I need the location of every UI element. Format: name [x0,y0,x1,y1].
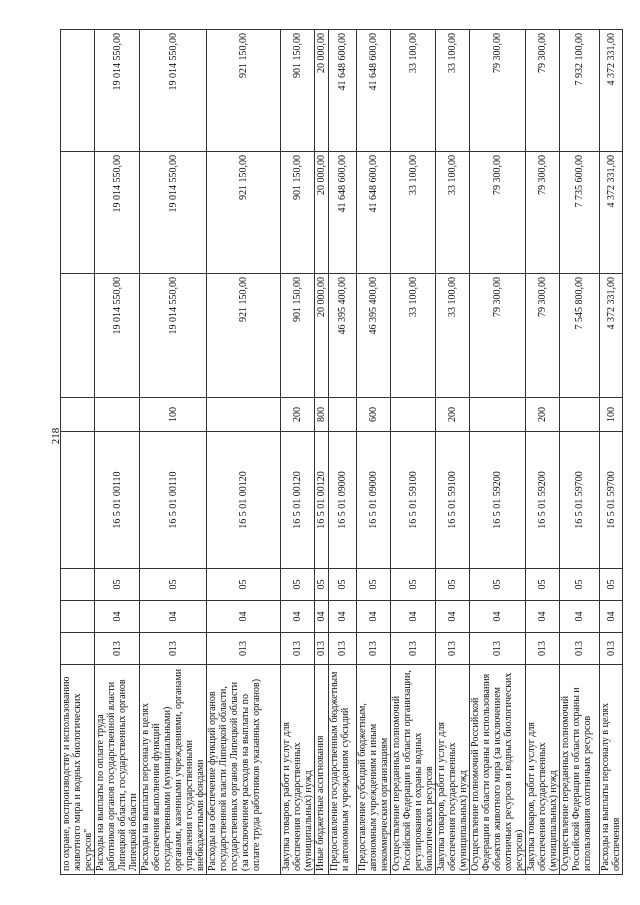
admin-code-cell: 013 [357,633,391,665]
amount-c-cell: 901 150,00 [281,30,315,152]
subsection-code-cell: 05 [560,569,600,601]
admin-code-cell: 013 [95,633,140,665]
subsection-code-cell: 05 [315,569,329,601]
table-row [526,30,560,875]
section-code-cell: 04 [600,601,623,633]
page-number: 218 [50,427,62,445]
expense-type-cell [207,398,281,432]
amount-a-cell: 33 100,00 [391,274,436,398]
amount-a-cell: 33 100,00 [436,274,470,398]
amount-a-cell: 19 014 550,00 [140,274,207,398]
table-row [61,30,95,875]
amount-c-cell: 33 100,00 [391,30,436,152]
amount-c-cell: 4 372 331,00 [600,30,623,152]
subsection-code-cell: 05 [357,569,391,601]
expense-type-cell [329,398,357,432]
target-code-cell: 16 5 01 09000 [329,432,357,569]
rotated-table-frame [60,30,622,875]
admin-code-cell: 013 [436,633,470,665]
amount-c-cell: 7 932 100,00 [560,30,600,152]
admin-code-cell: 013 [391,633,436,665]
expense-type-cell [391,398,436,432]
subsection-code-cell: 05 [436,569,470,601]
row-name-cell: Расходы на выплаты персоналу в целях обеспечения выполнения функций государственными (муниципальными) органами, казенными учреждениями, органами управления государственными внебюджетными фондами [140,665,207,875]
target-code-cell: 16 5 01 59700 [600,432,623,569]
amount-a-cell: 4 372 331,00 [600,274,623,398]
table-row [357,30,391,875]
row-name-cell: Предоставление государственным бюджетным и автономным учреждениям субсидий [329,665,357,875]
admin-code-cell: 013 [140,633,207,665]
row-name-cell: Предоставление субсидий бюджетным, автономным учреждениям и иным некоммерческим организациям [357,665,391,875]
section-code-cell: 04 [470,601,526,633]
target-code-cell: 16 5 01 00110 [140,432,207,569]
amount-b-cell: 33 100,00 [436,152,470,274]
target-code-cell: 16 5 01 59100 [436,432,470,569]
expense-type-cell: 200 [436,398,470,432]
admin-code-cell: 013 [329,633,357,665]
admin-code-cell: 013 [207,633,281,665]
table-row [329,30,357,875]
amount-a-cell [61,274,95,398]
amount-a-cell: 79 300,00 [526,274,560,398]
amount-a-cell: 46 395 400,00 [329,274,357,398]
section-code-cell: 04 [560,601,600,633]
section-code-cell: 04 [391,601,436,633]
row-name-cell: Закупка товаров, работ и услуг для обеспечения государственных (муниципальных) нужд [281,665,315,875]
amount-b-cell: 20 000,00 [315,152,329,274]
table-row [140,30,207,875]
amount-a-cell: 921 150,00 [207,274,281,398]
expense-type-cell [61,398,95,432]
row-name-cell: по охране, воспроизводству и использованию животного мира и водных биологических ресурсов" [61,665,95,875]
subsection-code-cell: 05 [329,569,357,601]
table-row [207,30,281,875]
row-name-cell: Осуществление переданных полномочий Российской Федерации в области организации, регулирования и охраны водных биологических ресурсов [391,665,436,875]
expense-type-cell: 200 [281,398,315,432]
amount-c-cell: 921 150,00 [207,30,281,152]
amount-b-cell [61,152,95,274]
amount-c-cell: 19 014 550,00 [140,30,207,152]
amount-c-cell: 33 100,00 [436,30,470,152]
row-name-cell: Расходы на выплаты по оплате труда работников органов государственной власти Липецкой области, государственных органов Липецкой области [95,665,140,875]
amount-b-cell: 901 150,00 [281,152,315,274]
row-name-cell: Закупка товаров, работ и услуг для обеспечения государственных (муниципальных) нужд [526,665,560,875]
row-name-cell: Расходы на выплаты персоналу в целях обеспечения [600,665,623,875]
amount-a-cell: 79 300,00 [470,274,526,398]
amount-b-cell: 79 300,00 [526,152,560,274]
row-name-cell: Осуществление полномочий Российской Федерации в области охраны и использования объектов животного мира (за исключением охотничьих ресурсов и водных биологических ресурсов) [470,665,526,875]
admin-code-cell [61,633,95,665]
admin-code-cell: 013 [470,633,526,665]
amount-b-cell: 7 735 600,00 [560,152,600,274]
expense-type-cell [560,398,600,432]
target-code-cell: 16 5 01 09000 [357,432,391,569]
admin-code-cell: 013 [600,633,623,665]
section-code-cell: 04 [140,601,207,633]
target-code-cell: 16 5 01 59200 [526,432,560,569]
subsection-code-cell: 05 [600,569,623,601]
target-code-cell: 16 5 01 00120 [315,432,329,569]
subsection-code-cell: 05 [95,569,140,601]
target-code-cell [61,432,95,569]
table-row [436,30,470,875]
row-name-cell: Расходы на обеспечение функций органов государственной власти Липецкой области, государственных органов Липецкой области (за исключением расходов на выплаты по оплате труда работников указанных органов) [207,665,281,875]
section-code-cell: 04 [357,601,391,633]
target-code-cell: 16 5 01 59100 [391,432,436,569]
amount-c-cell: 41 648 600,00 [329,30,357,152]
amount-a-cell: 46 395 400,00 [357,274,391,398]
admin-code-cell: 013 [526,633,560,665]
target-code-cell: 16 5 01 00110 [95,432,140,569]
subsection-code-cell: 05 [140,569,207,601]
amount-b-cell: 41 648 600,00 [329,152,357,274]
table-row [315,30,329,875]
expense-type-cell: 100 [140,398,207,432]
amount-a-cell: 19 014 550,00 [95,274,140,398]
subsection-code-cell [61,569,95,601]
amount-a-cell: 901 150,00 [281,274,315,398]
expense-type-cell: 600 [357,398,391,432]
amount-b-cell: 19 014 550,00 [140,152,207,274]
amount-b-cell: 79 300,00 [470,152,526,274]
amount-b-cell: 4 372 331,00 [600,152,623,274]
expense-type-cell [95,398,140,432]
amount-b-cell: 33 100,00 [391,152,436,274]
section-code-cell [61,601,95,633]
admin-code-cell: 013 [281,633,315,665]
expense-type-cell: 200 [526,398,560,432]
subsection-code-cell: 05 [207,569,281,601]
expense-type-cell: 100 [600,398,623,432]
budget-table [60,29,623,875]
amount-c-cell: 79 300,00 [526,30,560,152]
admin-code-cell: 013 [560,633,600,665]
target-code-cell: 16 5 01 00120 [281,432,315,569]
amount-c-cell: 19 014 550,00 [95,30,140,152]
amount-c-cell: 20 000,00 [315,30,329,152]
target-code-cell: 16 5 01 00120 [207,432,281,569]
row-name-cell: Закупка товаров, работ и услуг для обеспечения государственных (муниципальных) нужд [436,665,470,875]
amount-b-cell: 921 150,00 [207,152,281,274]
table-row [391,30,436,875]
budget-table-container [60,30,622,875]
table-row [600,30,623,875]
expense-type-cell: 800 [315,398,329,432]
amount-a-cell: 20 000,00 [315,274,329,398]
subsection-code-cell: 05 [526,569,560,601]
target-code-cell: 16 5 01 59700 [560,432,600,569]
table-row [560,30,600,875]
amount-a-cell: 7 545 800,00 [560,274,600,398]
table-row [281,30,315,875]
budget-table-body [61,30,623,875]
amount-c-cell: 41 648 600,00 [357,30,391,152]
amount-c-cell: 79 300,00 [470,30,526,152]
section-code-cell: 04 [281,601,315,633]
amount-b-cell: 41 648 600,00 [357,152,391,274]
target-code-cell: 16 5 01 59200 [470,432,526,569]
row-name-cell: Иные бюджетные ассигнования [315,665,329,875]
section-code-cell: 04 [95,601,140,633]
amount-c-cell [61,30,95,152]
section-code-cell: 04 [315,601,329,633]
admin-code-cell: 013 [315,633,329,665]
subsection-code-cell: 05 [470,569,526,601]
section-code-cell: 04 [207,601,281,633]
amount-b-cell: 19 014 550,00 [95,152,140,274]
row-name-cell: Осуществление переданных полномочий Российской Федерации в области охраны и использования охотничьих ресурсов [560,665,600,875]
table-row [470,30,526,875]
section-code-cell: 04 [526,601,560,633]
subsection-code-cell: 05 [391,569,436,601]
subsection-code-cell: 05 [281,569,315,601]
section-code-cell: 04 [436,601,470,633]
section-code-cell: 04 [329,601,357,633]
table-row [95,30,140,875]
expense-type-cell [470,398,526,432]
